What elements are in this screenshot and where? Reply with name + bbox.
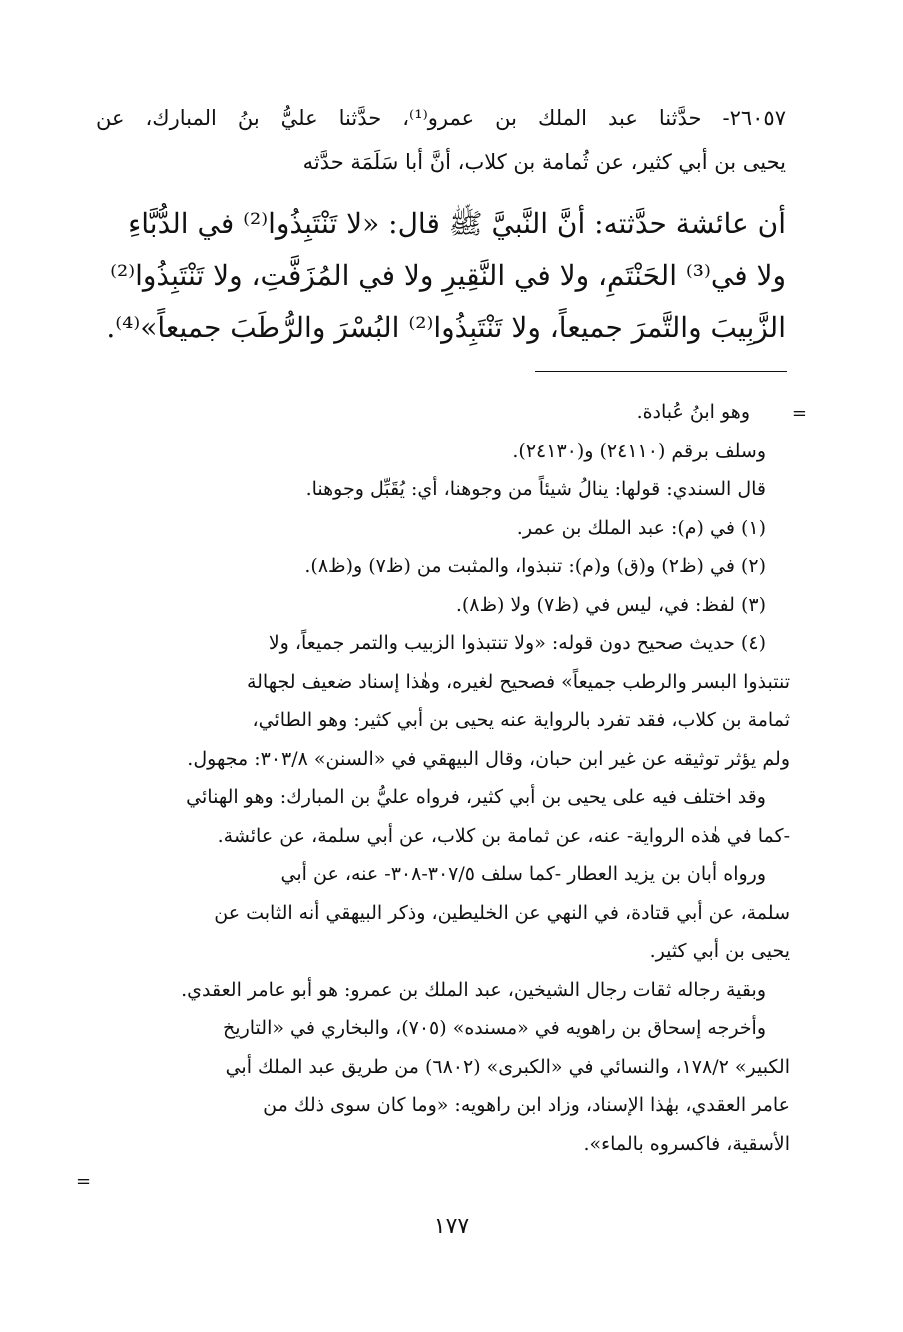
page-number: ١٧٧ [433,1214,470,1239]
footnote-line: ثمامة بن كلاب، فقد تفرد بالرواية عنه يحيى بن أبي كثير: وهو الطائي، [252,709,790,731]
continuation-mark: = [791,403,807,424]
isnad-line: يحيى بن أبي كثير، عن ثُمامة بن كلاب، أنَّ أبا سَلَمَة حدَّثه [302,150,786,174]
footnote-line: (٤) حديث صحيح دون قوله: «ولا تنتبذوا الزبيب والتمر جميعاً، ولا [268,632,766,654]
footnote-line: ورواه أبان بن يزيد العطار -كما سلف ٣٠٧/٥-٣٠٨- عنه، عن أبي [280,863,766,885]
footnote-line: (٢) في (ظ٢) و(ق) و(م): تنبذوا، والمثبت من (ظ٧) و(ظ٨). [304,555,766,577]
footnote-line: الكبير» ١٧٨/٢، والنسائي في «الكبرى» (٦٨٠٢) من طريق عبد الملك أبي [225,1055,790,1078]
footnote-line: -كما في هٰذه الرواية- عنه، عن ثمامة بن كلاب، عن أبي سلمة، عن عائشة. [217,824,790,847]
footnote-line: وهو ابنُ عُبادة. [636,401,750,423]
footnote-line: وأخرجه إسحاق بن راهويه في «مسنده» (٧٠٥)، والبخاري في «التاريخ [223,1017,766,1039]
hadith-line: أن عائشة حدَّثته: أنَّ النَّبيَّ ﷺ قال: «لا تَنْتَبِذُوا⁽²⁾ في الدُّبَّاءِ [128,207,786,240]
footnotes [90,393,790,1163]
footnote-line: تنتبذوا البسر والرطب جميعاً» فصحيح لغيره، وهٰذا إسناد ضعيف لجهالة [246,670,790,693]
footnote-line: وسلف برقم (٢٤١١٠) و(٢٤١٣٠). [512,439,766,462]
footnote-line: الأسقية، فاكسروه بالماء». [583,1132,790,1155]
isnad-paragraph [96,96,786,184]
hadith-line: ولا في⁽³⁾ الحَنْتَمِ، ولا في النَّقِيرِ ولا في المُزَفَّتِ، ولا تَنْتَبِذُوا⁽²⁾ [110,259,786,292]
footnote-line: قال السندي: قولها: ينالُ شيئاً من وجوهنا، أي: يُقَبِّل وجوهنا. [305,478,766,500]
footnote-line: (١) في (م): عبد الملك بن عمر. [516,516,766,539]
footnote-line: (٣) لفظ: في، ليس في (ظ٧) ولا (ظ٨). [455,593,766,616]
end-continuation-mark: = [76,1171,92,1192]
footnote-line: عامر العقدي، بهٰذا الإسناد، وزاد ابن راهويه: «وما كان سوى ذلك من [263,1094,790,1116]
hadith-matn [96,198,786,354]
footnote-line: يحيى بن أبي كثير. [649,940,790,962]
isnad-line: ٢٦٠٥٧- حدَّثنا عبد الملك بن عمرو⁽¹⁾، حدَّثنا عليُّ بنُ المبارك، عن [96,106,786,130]
footnote-line: سلمة، عن أبي قتادة، في النهي عن الخليطين، وذكر البيهقي أنه الثابت عن [214,901,790,924]
footnote-divider [535,371,787,372]
footnote-line: ولم يؤثر توثيقه عن غير ابن حبان، وقال البيهقي في «السنن» ٣٠٣/٨: مجهول. [187,747,790,770]
footnote-line: وقد اختلف فيه على يحيى بن أبي كثير، فرواه عليُّ بن المبارك: وهو الهنائي [186,786,766,808]
hadith-line: الزَّبِيبَ والتَّمرَ جميعاً، ولا تَنْتَبِذُوا⁽²⁾ البُسْرَ والرُّطَبَ جميعاً»⁽⁴⁾. [106,311,786,344]
footnote-line: وبقية رجاله ثقات رجال الشيخين، عبد الملك بن عمرو: هو أبو عامر العقدي. [181,978,766,1001]
